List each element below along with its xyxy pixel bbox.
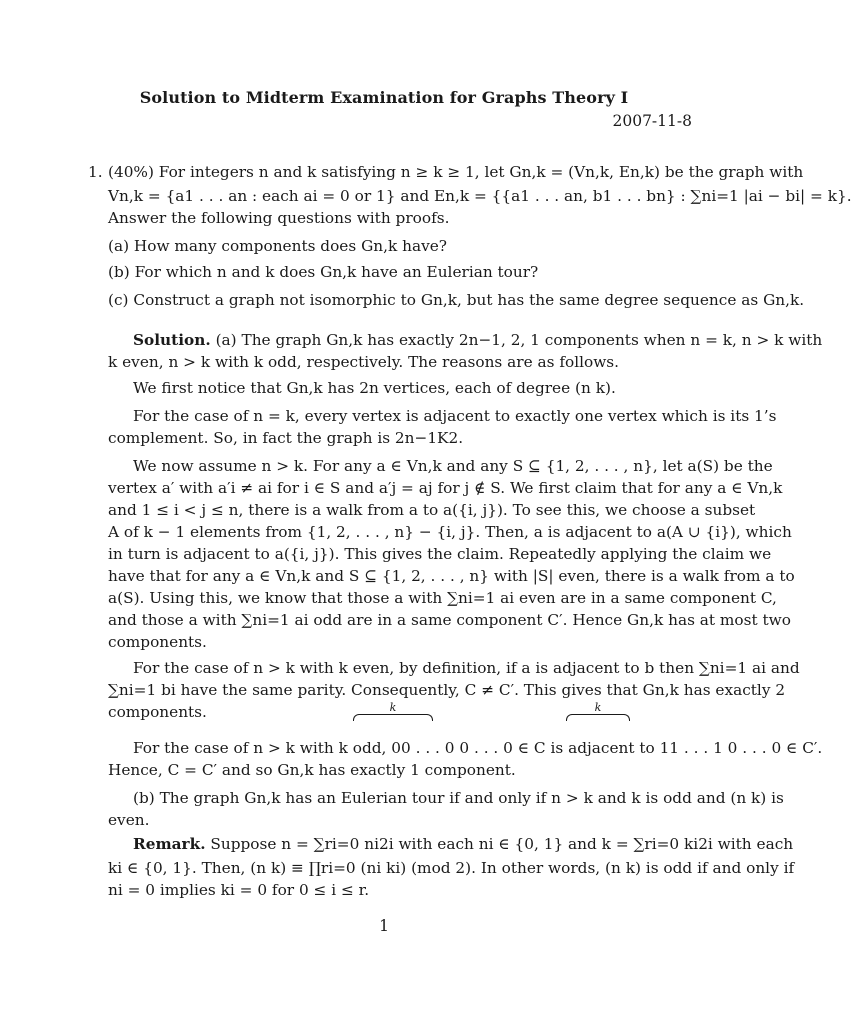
solution-line: have that for any a ∈ Vn,k and S ⊆ {1, 2, . . . , n} with |S| even, there is a walk from a to [108, 567, 795, 585]
solution-line: and those a with ∑ni=1 ai odd are in a same component C′. Hence Gn,k has at most two [108, 611, 791, 629]
solution-text: (a) The graph Gn,k has exactly 2n−1, 2, 1 components when n = k, n > k with [210, 331, 823, 349]
solution-line: For the case of n > k with k odd, 00 . . . 0 0 . . . 0 ∈ C is adjacent to 11 . . . 1 0 . . . 0 ∈ C′. [133, 739, 823, 757]
solution-line: We first notice that Gn,k has 2n vertices, each of degree (n k). [133, 379, 616, 397]
remark-heading: Remark. [133, 835, 206, 853]
solution-line: For the case of n = k, every vertex is adjacent to exactly one vertex which is its 1’s [133, 407, 777, 425]
solution-line: in turn is adjacent to a({i, j}). This gives the claim. Repeatedly applying the claim we [108, 545, 772, 563]
solution-heading: Solution. [133, 331, 211, 349]
question-c: (c) Construct a graph not isomorphic to Gn,k, but has the same degree sequence as Gn,k. [108, 291, 805, 309]
brace-label: k [389, 701, 397, 714]
solution-line: (b) The graph Gn,k has an Eulerian tour if and only if n > k and k is odd and (n k) is [133, 789, 784, 807]
solution-line: k even, n > k with k odd, respectively. The reasons are as follows. [108, 353, 619, 371]
solution-line: even. [108, 811, 150, 829]
problem-line: Vn,k = {a1 . . . an : each ai = 0 or 1} and En,k = {{a1 . . . an, b1 . . . bn} : ∑ni=1 |ai − bi| = k}. [108, 187, 852, 205]
solution-line: a(S). Using this, we know that those a with ∑ni=1 ai even are in a same component C, [108, 589, 777, 607]
document-title: Solution to Midterm Examination for Graphs Theory I [139, 88, 629, 107]
remark-first-line [133, 834, 794, 854]
question-a: (a) How many components does Gn,k have? [108, 237, 448, 255]
solution-line: Hence, C = C′ and so Gn,k has exactly 1 component. [108, 761, 516, 779]
problem-number: 1. [88, 163, 103, 181]
solution-line: ni = 0 implies ki = 0 for 0 ≤ i ≤ r. [108, 881, 370, 899]
brace-arc [566, 714, 630, 721]
solution-line: A of k − 1 elements from {1, 2, . . . , n} − {i, j}. Then, a is adjacent to a(A ∪ {i}), which [108, 523, 792, 541]
solution-line: We now assume n > k. For any a ∈ Vn,k and any S ⊆ {1, 2, . . . , n}, let a(S) be the [133, 457, 773, 475]
solution-line: components. [108, 703, 207, 721]
solution-line: components. [108, 633, 207, 651]
question-b: (b) For which n and k does Gn,k have an Eulerian tour? [108, 263, 539, 281]
document-date: 2007-11-8 [612, 112, 692, 130]
solution-first-line [133, 330, 823, 350]
solution-line: vertex a′ with a′i ≠ ai for i ∈ S and a′j = aj for j ∉ S. We first claim that for any a ∈ Vn,k [108, 479, 783, 497]
page-number: 1 [379, 917, 389, 935]
solution-line: ki ∈ {0, 1}. Then, (n k) ≡ ∏ri=0 (ni ki) (mod 2). In other words, (n k) is odd if and only if [108, 859, 795, 877]
brace-arc [353, 714, 433, 721]
solution-line: complement. So, in fact the graph is 2n−1K2. [108, 429, 464, 447]
remark-text: Suppose n = ∑ri=0 ni2i with each ni ∈ {0, 1} and k = ∑ri=0 ki2i with each [205, 835, 794, 853]
problem-line: Answer the following questions with proofs. [108, 209, 450, 227]
solution-line: and 1 ≤ i < j ≤ n, there is a walk from a to a({i, j}). To see this, we choose a subset [108, 501, 756, 519]
brace-label: k [594, 701, 602, 714]
problem-line: (40%) For integers n and k satisfying n ≥ k ≥ 1, let Gn,k = (Vn,k, En,k) be the graph with [108, 163, 804, 181]
solution-line: ∑ni=1 bi have the same parity. Consequently, C ≠ C′. This gives that Gn,k has exactly 2 [108, 681, 786, 699]
solution-line: For the case of n > k with k even, by definition, if a is adjacent to b then ∑ni=1 ai and [133, 659, 800, 677]
